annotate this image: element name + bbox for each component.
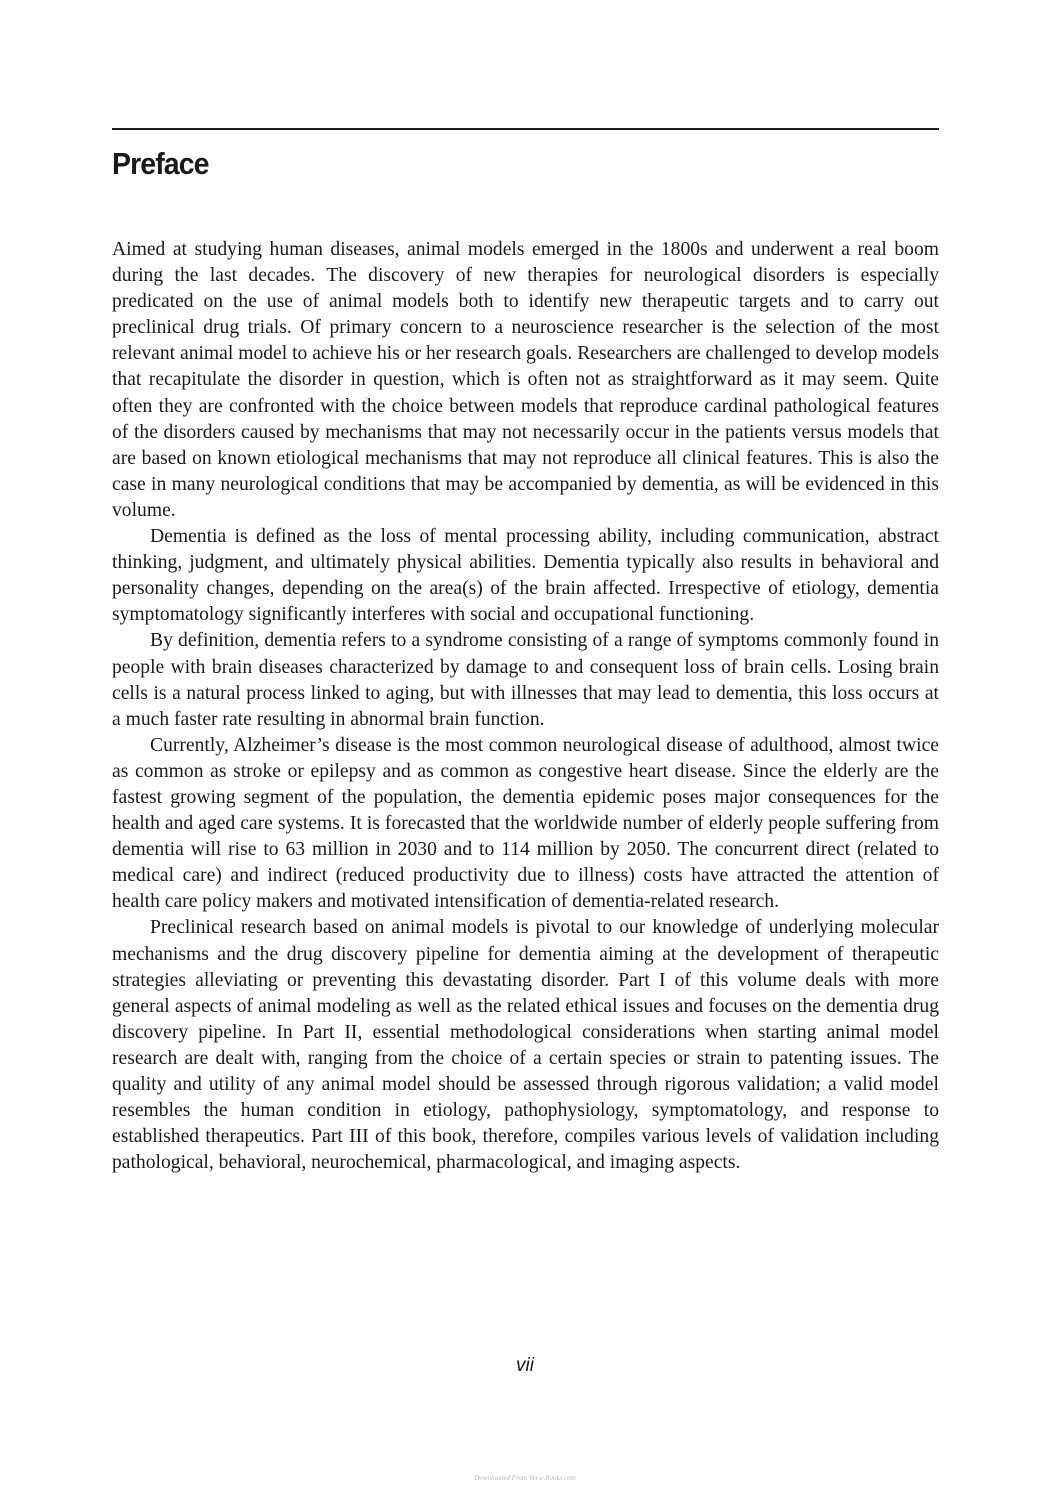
paragraph-3: By definition, dementia refers to a syndrome consisting of a range of symptoms commonly found in people with brain diseases characterized by damage to and consequent loss of brain cells. Losing brain cells is a natural process linked to aging, but with illnesses that may lead to dementia, this loss occurs at a much faster rate resulting in abnormal brain function.	[112, 630, 939, 730]
paragraph-4: Currently, Alzheimer’s disease is the most common neurological disease of adulthood, almost twice as common as stroke or epilepsy and as common as congestive heart disease. Since the elderly are the fastest growing segment of the population, the dementia epidemic poses major consequences for the health and aged care systems. It is forecasted that the worldwide number of elderly people suffering from dementia will rise to 63 million in 2030 and to 114 million by 2050. The concurrent direct (related to medical care) and indirect (reduced productivity due to illness) costs have attracted the attention of health care policy makers and motivated intensification of dementia-related research.	[112, 734, 939, 913]
watermark: Downloaded From Vet-e-Books.com	[474, 1474, 576, 1482]
header-rule	[112, 128, 939, 130]
paragraph-2: Dementia is defined as the loss of mental processing ability, including communication, abstract thinking, judgment, and ultimately physical abilities. Dementia typically also results in behavioral and personality changes, depending on the area(s) of the brain affected. Irrespective of etiology, dementia symptomatology significantly interferes with social and occupational functioning.	[112, 526, 939, 626]
preface-body	[112, 237, 939, 1176]
paragraph-1: Aimed at studying human diseases, animal models emerged in the 1800s and underwent a real boom during the last decades. The discovery of new therapies for neurological disorders is especially predicated on the use of animal models both to identify new therapeutic targets and to carry out preclinical drug trials. Of primary concern to a neuroscience researcher is the selection of the most relevant animal model to achieve his or her research goals. Researchers are challenged to develop models that recapitulate the disorder in question, which is often not as straightforward as it may seem. Quite often they are confronted with the choice between models that reproduce cardinal pathological features of the disorders caused by mechanisms that may not necessarily occur in the patients versus models that are based on known etiological mechanisms that may not reproduce all clinical features. This is also the case in many neurological conditions that may be accompanied by dementia, as will be evidenced in this volume.	[112, 239, 939, 521]
paragraph-5: Preclinical research based on animal models is pivotal to our knowledge of underlying molecular mechanisms and the drug discovery pipeline for dementia aiming at the development of therapeutic strategies alleviating or preventing this devastating disorder. Part I of this volume deals with more general aspects of animal modeling as well as the related ethical issues and focuses on the dementia drug discovery pipeline. In Part II, essential methodological considerations when starting animal model research are dealt with, ranging from the choice of a certain species or strain to patenting issues. The quality and utility of any animal model should be assessed through rigorous validation; a valid model resembles the human condition in etiology, pathophysiology, symptomatology, and response to established therapeutics. Part III of this book, therefore, compiles various levels of validation including pathological, behavioral, neurochemical, pharmacological, and imaging aspects.	[112, 917, 939, 1174]
page-number: vii	[516, 1355, 534, 1376]
page-title: Preface	[112, 146, 209, 181]
